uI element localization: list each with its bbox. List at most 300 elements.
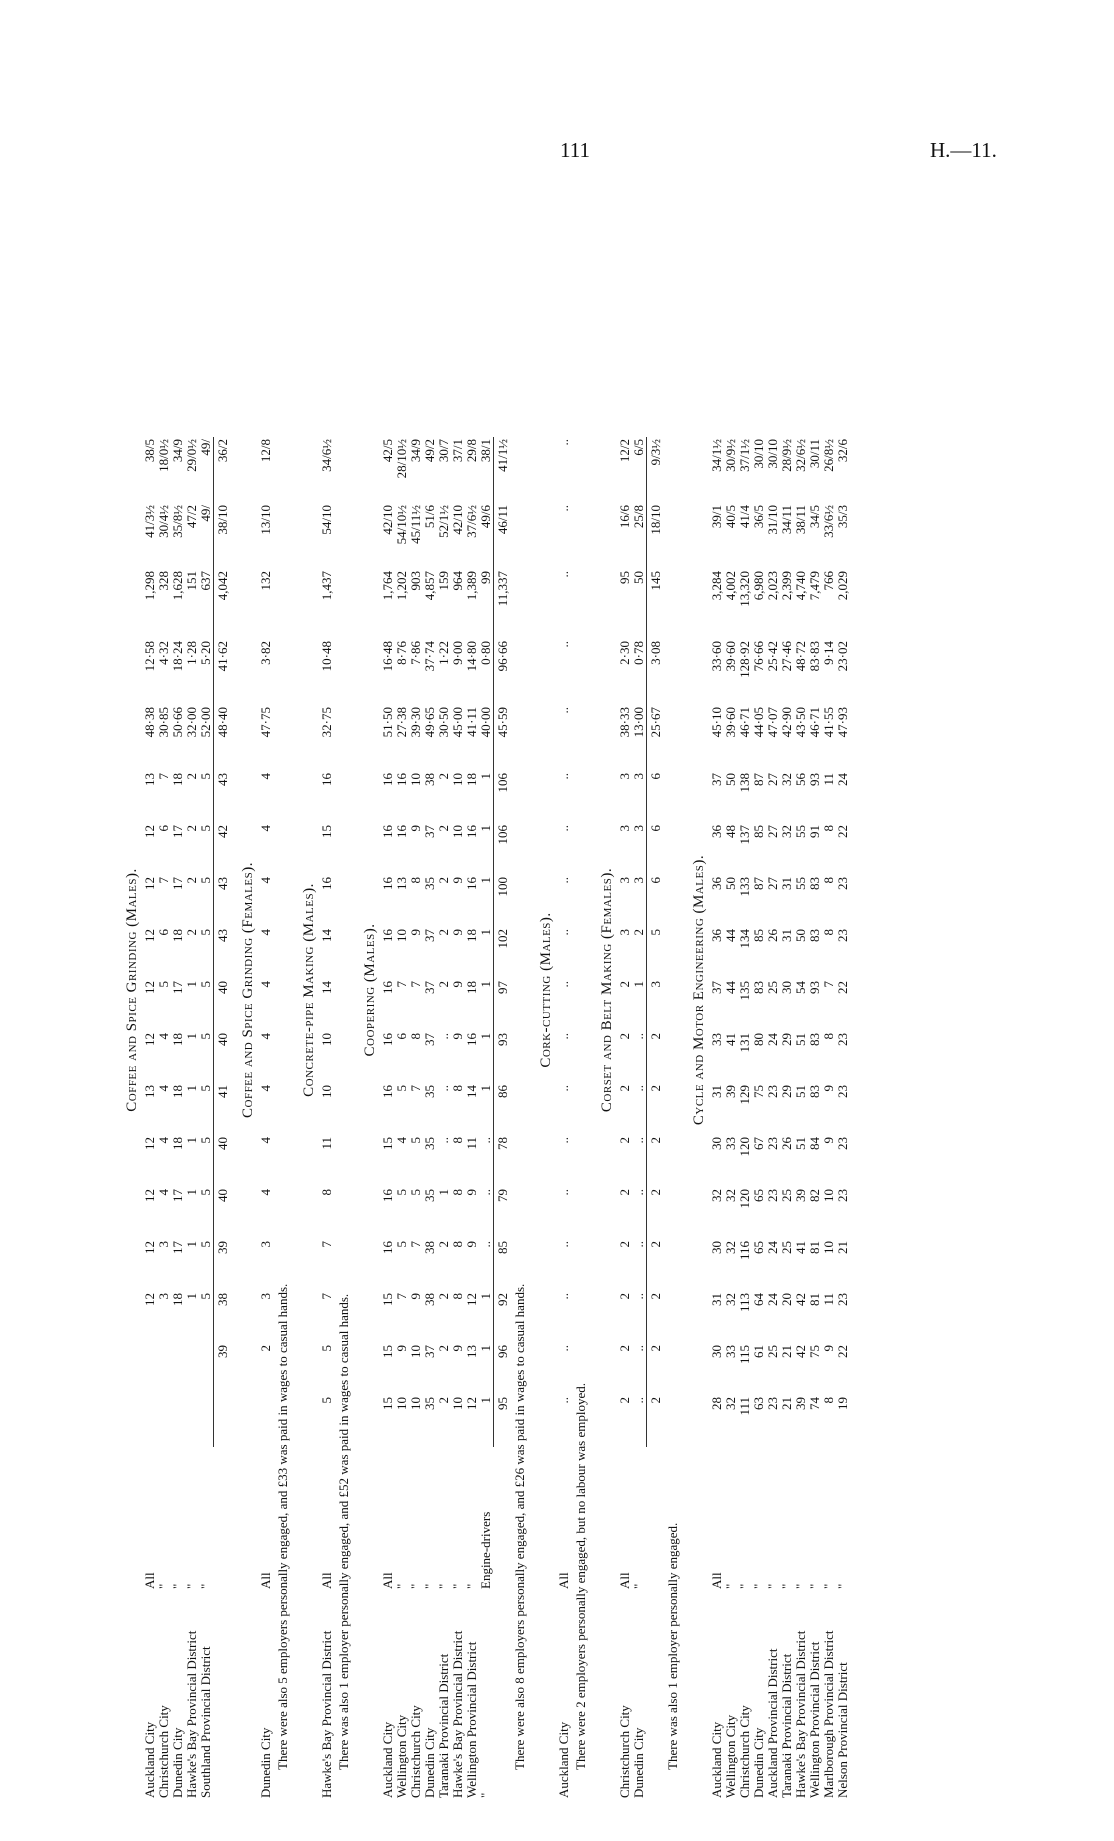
value-cell: 1	[478, 1293, 493, 1300]
value-cell: 63	[751, 1397, 766, 1410]
table-row	[618, 437, 632, 1800]
class-cell: "	[793, 1583, 808, 1589]
value-cell: 37	[422, 929, 437, 942]
value-cell: 38/1	[478, 439, 493, 463]
value-cell: 34/1½	[709, 439, 724, 472]
table-section	[124, 180, 230, 1800]
value-cell: 83·83	[807, 641, 822, 672]
value-cell: 1	[184, 1085, 199, 1092]
value-cell: 13,320	[737, 571, 752, 607]
value-cell: 4	[258, 929, 273, 936]
value-cell: 35	[422, 877, 437, 890]
value-cell: 4	[258, 1033, 273, 1040]
value-cell: 75	[807, 1345, 822, 1358]
value-cell: 2	[617, 1397, 632, 1404]
value-cell: 83	[807, 877, 822, 890]
value-cell: 2	[184, 929, 199, 936]
class-cell: Engine-drivers	[478, 1511, 494, 1589]
table-section	[691, 180, 850, 1800]
value-cell: 18	[170, 1085, 185, 1098]
value-cell: 38·33	[617, 707, 632, 738]
value-cell: 44·05	[751, 707, 766, 738]
district-cell: Dunedin City	[751, 1727, 766, 1798]
section-note: There were also 8 employers personally engaged, and £26 was paid in wages to casual hands.	[512, 1283, 527, 1770]
value-cell: 36/5	[751, 505, 766, 529]
value-cell: 0·78	[631, 641, 646, 665]
value-cell: 74	[807, 1397, 822, 1410]
value-cell: 49/6	[478, 505, 493, 529]
district-cell: Taranaki Provincial District	[779, 1653, 794, 1798]
value-cell: 65	[751, 1241, 766, 1254]
value-cell: 4	[156, 1085, 171, 1092]
value-cell: 9	[450, 877, 465, 884]
value-cell: 30	[779, 981, 794, 994]
value-cell: 2·30	[617, 641, 632, 665]
value-cell: 8	[821, 1397, 836, 1404]
value-cell: 2	[436, 1397, 451, 1404]
value-cell: 3	[617, 877, 632, 884]
value-cell: 28	[709, 1397, 724, 1410]
value-cell: 24	[765, 1241, 780, 1254]
value-cell: 25	[779, 1241, 794, 1254]
value-cell: ..	[556, 505, 571, 512]
value-cell: 4,857	[422, 571, 437, 601]
value-cell: 23	[765, 1085, 780, 1098]
value-cell: 4	[258, 981, 273, 988]
total-cell: 2	[647, 1083, 664, 1135]
value-cell: 13/10	[258, 505, 273, 535]
value-cell: 1	[478, 1345, 493, 1352]
value-cell: 25	[765, 981, 780, 994]
value-cell	[259, 1395, 273, 1447]
value-cell: 16	[464, 877, 479, 890]
value-cell: ..	[556, 1241, 571, 1248]
value-cell: 8	[408, 1033, 423, 1040]
value-cell: 42·90	[779, 707, 794, 738]
district-cell: Hawke's Bay Provincial District	[184, 1630, 199, 1798]
value-cell: ..	[556, 571, 571, 578]
value-cell: ..	[436, 1137, 451, 1144]
value-cell: 30	[709, 1241, 724, 1254]
value-cell: 32	[779, 825, 794, 838]
value-cell: ..	[556, 929, 571, 936]
class-cell: All	[709, 1572, 724, 1589]
value-cell: 32	[723, 1189, 738, 1202]
value-cell: 37	[709, 981, 724, 994]
district-cell: Hawke's Bay Provincial District	[450, 1630, 465, 1798]
section-title: Corset and Belt Making (Females).	[599, 867, 615, 1113]
value-cell: 10	[821, 1189, 836, 1202]
value-cell: 41	[793, 1241, 808, 1254]
value-cell: 21	[779, 1345, 794, 1358]
total-cell: 25·67	[647, 705, 664, 771]
value-cell: ..	[631, 1033, 646, 1040]
value-cell: 16	[394, 773, 409, 786]
total-cell: 11,337	[494, 569, 511, 639]
table-row	[710, 437, 724, 1800]
value-cell: 3	[617, 773, 632, 780]
value-cell: 30/9½	[723, 439, 738, 472]
value-cell: 46·71	[737, 707, 752, 738]
value-cell: 55	[793, 825, 808, 838]
value-cell: 37/6½	[464, 505, 479, 538]
value-cell: 5	[198, 1085, 213, 1092]
data-table	[320, 437, 334, 1800]
value-cell: 82	[807, 1189, 822, 1202]
value-cell: 85	[751, 825, 766, 838]
value-cell: 116	[737, 1241, 752, 1261]
table-row	[143, 437, 157, 1800]
value-cell: 38/11	[793, 505, 808, 535]
value-cell: 39·60	[723, 707, 738, 738]
total-cell: 2	[647, 1395, 664, 1447]
value-cell: 1,437	[319, 571, 334, 601]
value-cell: 37/1	[450, 439, 465, 463]
value-cell: 2	[617, 1345, 632, 1352]
value-cell	[199, 1395, 214, 1447]
total-spacer	[494, 1447, 511, 1591]
value-cell: 87	[751, 877, 766, 890]
total-cell: 43	[214, 927, 231, 979]
value-cell: 2	[184, 877, 199, 884]
value-cell: 10	[319, 1085, 334, 1098]
total-cell: 145	[647, 569, 664, 639]
value-cell: 46·71	[807, 707, 822, 738]
value-cell: 15	[380, 1293, 395, 1306]
value-cell: 37	[422, 825, 437, 838]
value-cell: 37	[422, 1345, 437, 1358]
value-cell: 32	[723, 1293, 738, 1306]
value-cell: 1,389	[464, 571, 479, 601]
value-cell: 47/2	[184, 505, 199, 529]
value-cell: 45/11½	[408, 505, 423, 544]
value-cell: 4,002	[723, 571, 738, 601]
value-cell: 42/10	[380, 505, 395, 535]
value-cell: 12	[142, 1293, 157, 1306]
value-cell: 41/3½	[142, 505, 157, 538]
value-cell: 54/10½	[394, 505, 409, 545]
district-cell: Dunedin City	[258, 1727, 273, 1798]
class-cell: All	[258, 1572, 273, 1589]
value-cell: 27	[765, 773, 780, 786]
value-cell: 37/1½	[737, 439, 752, 472]
data-table	[143, 437, 230, 1800]
value-cell: 26	[779, 1137, 794, 1150]
value-cell: 1,202	[394, 571, 409, 601]
value-cell	[143, 1395, 157, 1447]
total-cell: 6	[647, 771, 664, 823]
value-cell: 31	[709, 1085, 724, 1098]
value-cell: ..	[556, 1397, 571, 1404]
value-cell: ..	[631, 1293, 646, 1300]
value-cell: 12	[464, 1397, 479, 1410]
value-cell: 93	[807, 981, 822, 994]
value-cell: ..	[556, 641, 571, 648]
total-cell: 36/2	[214, 437, 231, 503]
value-cell: 18	[170, 1137, 185, 1150]
value-cell: 903	[408, 571, 423, 591]
value-cell: 9	[394, 1345, 409, 1352]
value-cell: ..	[478, 1241, 493, 1248]
total-cell: 3	[647, 979, 664, 1031]
value-cell: 12	[142, 877, 157, 890]
value-cell: 4	[156, 1189, 171, 1196]
value-cell: 10	[450, 773, 465, 786]
value-cell: 16	[464, 825, 479, 838]
table-row	[395, 437, 409, 1800]
total-cell: 4,042	[214, 569, 231, 639]
class-cell: All	[142, 1572, 157, 1589]
total-cell: 46/11	[494, 503, 511, 569]
value-cell: 5	[408, 1189, 423, 1196]
value-cell: 1	[184, 1293, 199, 1300]
class-cell: "	[821, 1583, 836, 1589]
value-cell: 11	[821, 773, 836, 786]
district-cell: Christchurch City	[737, 1705, 752, 1798]
value-cell: 1	[478, 929, 493, 936]
total-cell: 86	[494, 1083, 511, 1135]
value-cell: 9·00	[450, 641, 465, 665]
value-cell: 30/10	[765, 439, 780, 469]
value-cell: 45·10	[709, 707, 724, 738]
value-cell: 13	[394, 877, 409, 890]
total-cell: 78	[494, 1135, 511, 1187]
section-note: There were 2 employers personally engaged, but no labour was employed.	[573, 1383, 588, 1770]
value-cell: 120	[737, 1137, 752, 1157]
value-cell: 132	[258, 571, 273, 591]
table-row	[836, 437, 850, 1800]
value-cell: 17	[170, 1241, 185, 1254]
value-cell: 1	[184, 981, 199, 988]
value-cell: 16/6	[617, 505, 632, 529]
value-cell: 27	[765, 877, 780, 890]
value-cell: 18	[170, 1293, 185, 1306]
page-header	[0, 0, 1114, 170]
total-cell: 96	[494, 1343, 511, 1395]
value-cell: 133	[737, 877, 752, 897]
value-cell: 13·00	[631, 707, 646, 738]
total-cell: 39	[214, 1239, 231, 1291]
value-cell: 138	[737, 773, 752, 793]
value-cell: 10	[450, 1397, 465, 1410]
value-cell: 5	[394, 1241, 409, 1248]
class-cell: "	[723, 1583, 738, 1589]
value-cell: 41/4	[737, 505, 752, 529]
value-cell: 2	[436, 981, 451, 988]
data-table	[381, 437, 510, 1800]
value-cell: 31	[709, 1293, 724, 1306]
district-cell: Auckland City	[142, 1721, 157, 1798]
class-cell: "	[751, 1583, 766, 1589]
value-cell: 5	[319, 1345, 334, 1352]
value-cell: 49/2	[422, 439, 437, 463]
value-cell: 23	[835, 1085, 850, 1098]
value-cell: 7	[408, 981, 423, 988]
value-cell: 4	[258, 1085, 273, 1092]
value-cell: 50	[723, 877, 738, 890]
value-cell: 54/10	[319, 505, 334, 535]
value-cell: 35/8½	[170, 505, 185, 538]
table-section	[538, 180, 589, 1800]
value-cell: 8	[450, 1241, 465, 1248]
value-cell: 16	[380, 929, 395, 942]
value-cell: 32	[723, 1241, 738, 1254]
value-cell: 12	[142, 1033, 157, 1046]
value-cell: 637	[198, 571, 213, 591]
total-cell: 42	[214, 823, 231, 875]
value-cell: 24	[765, 1033, 780, 1046]
value-cell: ..	[556, 825, 571, 832]
value-cell	[157, 1343, 171, 1395]
value-cell: 95	[617, 571, 632, 584]
value-cell: 29	[779, 1085, 794, 1098]
table-row	[157, 437, 171, 1800]
value-cell: 18	[464, 773, 479, 786]
value-cell: 10	[821, 1241, 836, 1254]
value-cell: 83	[807, 1033, 822, 1046]
value-cell: 12·58	[142, 641, 157, 672]
value-cell: 23	[835, 929, 850, 942]
total-row	[214, 437, 231, 1800]
value-cell: ..	[556, 877, 571, 884]
table-row	[724, 437, 738, 1800]
total-cell: 48·40	[214, 705, 231, 771]
value-cell: 48·38	[142, 707, 157, 738]
district-cell: Dunedin City	[170, 1727, 185, 1798]
value-cell: 40/5	[723, 505, 738, 529]
district-cell: Christchurch City	[156, 1705, 171, 1798]
value-cell: ..	[556, 1033, 571, 1040]
value-cell: 7	[319, 1241, 334, 1248]
value-cell: 10·48	[319, 641, 334, 672]
value-cell: 3	[258, 1241, 273, 1248]
value-cell: 128·92	[737, 641, 752, 678]
class-cell: All	[617, 1572, 632, 1589]
district-cell: Christchurch City	[408, 1705, 423, 1798]
class-cell: "	[436, 1583, 451, 1589]
value-cell: 64	[751, 1293, 766, 1306]
value-cell: 9	[450, 929, 465, 936]
class-cell: "	[408, 1583, 423, 1589]
value-cell: 12	[464, 1293, 479, 1306]
value-cell: 23·02	[835, 641, 850, 672]
value-cell: 2	[436, 1293, 451, 1300]
value-cell: 2,399	[779, 571, 794, 601]
value-cell: 81	[807, 1241, 822, 1254]
district-cell: Marlborough Provincial District	[821, 1630, 836, 1798]
table-row	[199, 437, 214, 1800]
value-cell: 15	[380, 1397, 395, 1410]
table-row	[808, 437, 822, 1800]
table-section	[240, 180, 291, 1800]
value-cell: 16	[319, 877, 334, 890]
value-cell: 16	[380, 1033, 395, 1046]
rotated-statistics-table	[118, 180, 1058, 1800]
value-cell	[171, 1395, 185, 1447]
total-cell: 5	[647, 927, 664, 979]
value-cell: 7	[394, 981, 409, 988]
value-cell: 7	[156, 877, 171, 884]
value-cell: 5	[156, 981, 171, 988]
value-cell: 42	[793, 1293, 808, 1306]
value-cell: 23	[835, 1033, 850, 1046]
value-cell: 37	[422, 1033, 437, 1046]
value-cell: 49·65	[422, 707, 437, 738]
class-cell: "	[394, 1583, 409, 1589]
value-cell: 2	[617, 1241, 632, 1248]
value-cell: 50	[723, 773, 738, 786]
value-cell: 3	[631, 773, 646, 780]
value-cell: 3	[631, 877, 646, 884]
district-cell: Taranaki Provincial District	[436, 1653, 451, 1798]
value-cell: 50	[793, 929, 808, 942]
total-cell: 41	[214, 1083, 231, 1135]
value-cell: 4	[156, 1137, 171, 1144]
value-cell: 2	[436, 773, 451, 780]
value-cell: 4,740	[793, 571, 808, 601]
value-cell: 10	[394, 929, 409, 942]
value-cell: 37	[709, 773, 724, 786]
district-cell: Southland Provincial District	[198, 1646, 214, 1798]
table-row	[171, 437, 185, 1800]
value-cell: 14	[319, 929, 334, 942]
total-cell: 97	[494, 979, 511, 1031]
total-cell: 38/10	[214, 503, 231, 569]
value-cell: 4	[258, 1189, 273, 1196]
value-cell: 120	[737, 1189, 752, 1209]
value-cell: 5	[198, 1137, 213, 1144]
section-title: Coffee and Spice Grinding (Females).	[240, 862, 256, 1118]
class-cell: "	[765, 1583, 780, 1589]
value-cell: 1,298	[142, 571, 157, 601]
value-cell: 8	[450, 1293, 465, 1300]
value-cell: 8	[319, 1189, 334, 1196]
value-cell: 13	[142, 1085, 157, 1098]
value-cell: 50	[631, 571, 646, 584]
value-cell: 38	[422, 1241, 437, 1254]
total-cell	[214, 1395, 231, 1447]
value-cell: 113	[737, 1293, 752, 1313]
value-cell: 28/9½	[779, 439, 794, 472]
total-cell: 41·62	[214, 639, 231, 705]
value-cell: 8	[821, 1033, 836, 1040]
value-cell: 11	[319, 1137, 334, 1150]
value-cell: 29/0½	[184, 439, 199, 472]
value-cell: 81	[807, 1293, 822, 1306]
total-cell: 102	[494, 927, 511, 979]
value-cell: 32/6	[835, 439, 850, 463]
total-cell: 2	[647, 1135, 664, 1187]
value-cell: 23	[835, 877, 850, 890]
class-cell: "	[198, 1583, 214, 1589]
total-cell: 6	[647, 823, 664, 875]
value-cell: 25	[779, 1189, 794, 1202]
table-row	[557, 437, 571, 1800]
value-cell: 1·28	[184, 641, 199, 665]
value-cell: 83	[807, 1085, 822, 1098]
value-cell: 11	[464, 1137, 479, 1150]
value-cell: 39	[793, 1397, 808, 1410]
value-cell: 5	[394, 1085, 409, 1092]
value-cell: 30	[709, 1137, 724, 1150]
total-row	[647, 437, 664, 1800]
value-cell: 35	[422, 1397, 437, 1410]
value-cell: 85	[751, 929, 766, 942]
total-cell: 85	[494, 1239, 511, 1291]
table-row	[632, 437, 647, 1800]
value-cell: 34/9	[408, 439, 423, 463]
section-note: There was also 1 employer personally engaged, and £52 was paid in wages to casual hands.	[336, 1293, 351, 1770]
